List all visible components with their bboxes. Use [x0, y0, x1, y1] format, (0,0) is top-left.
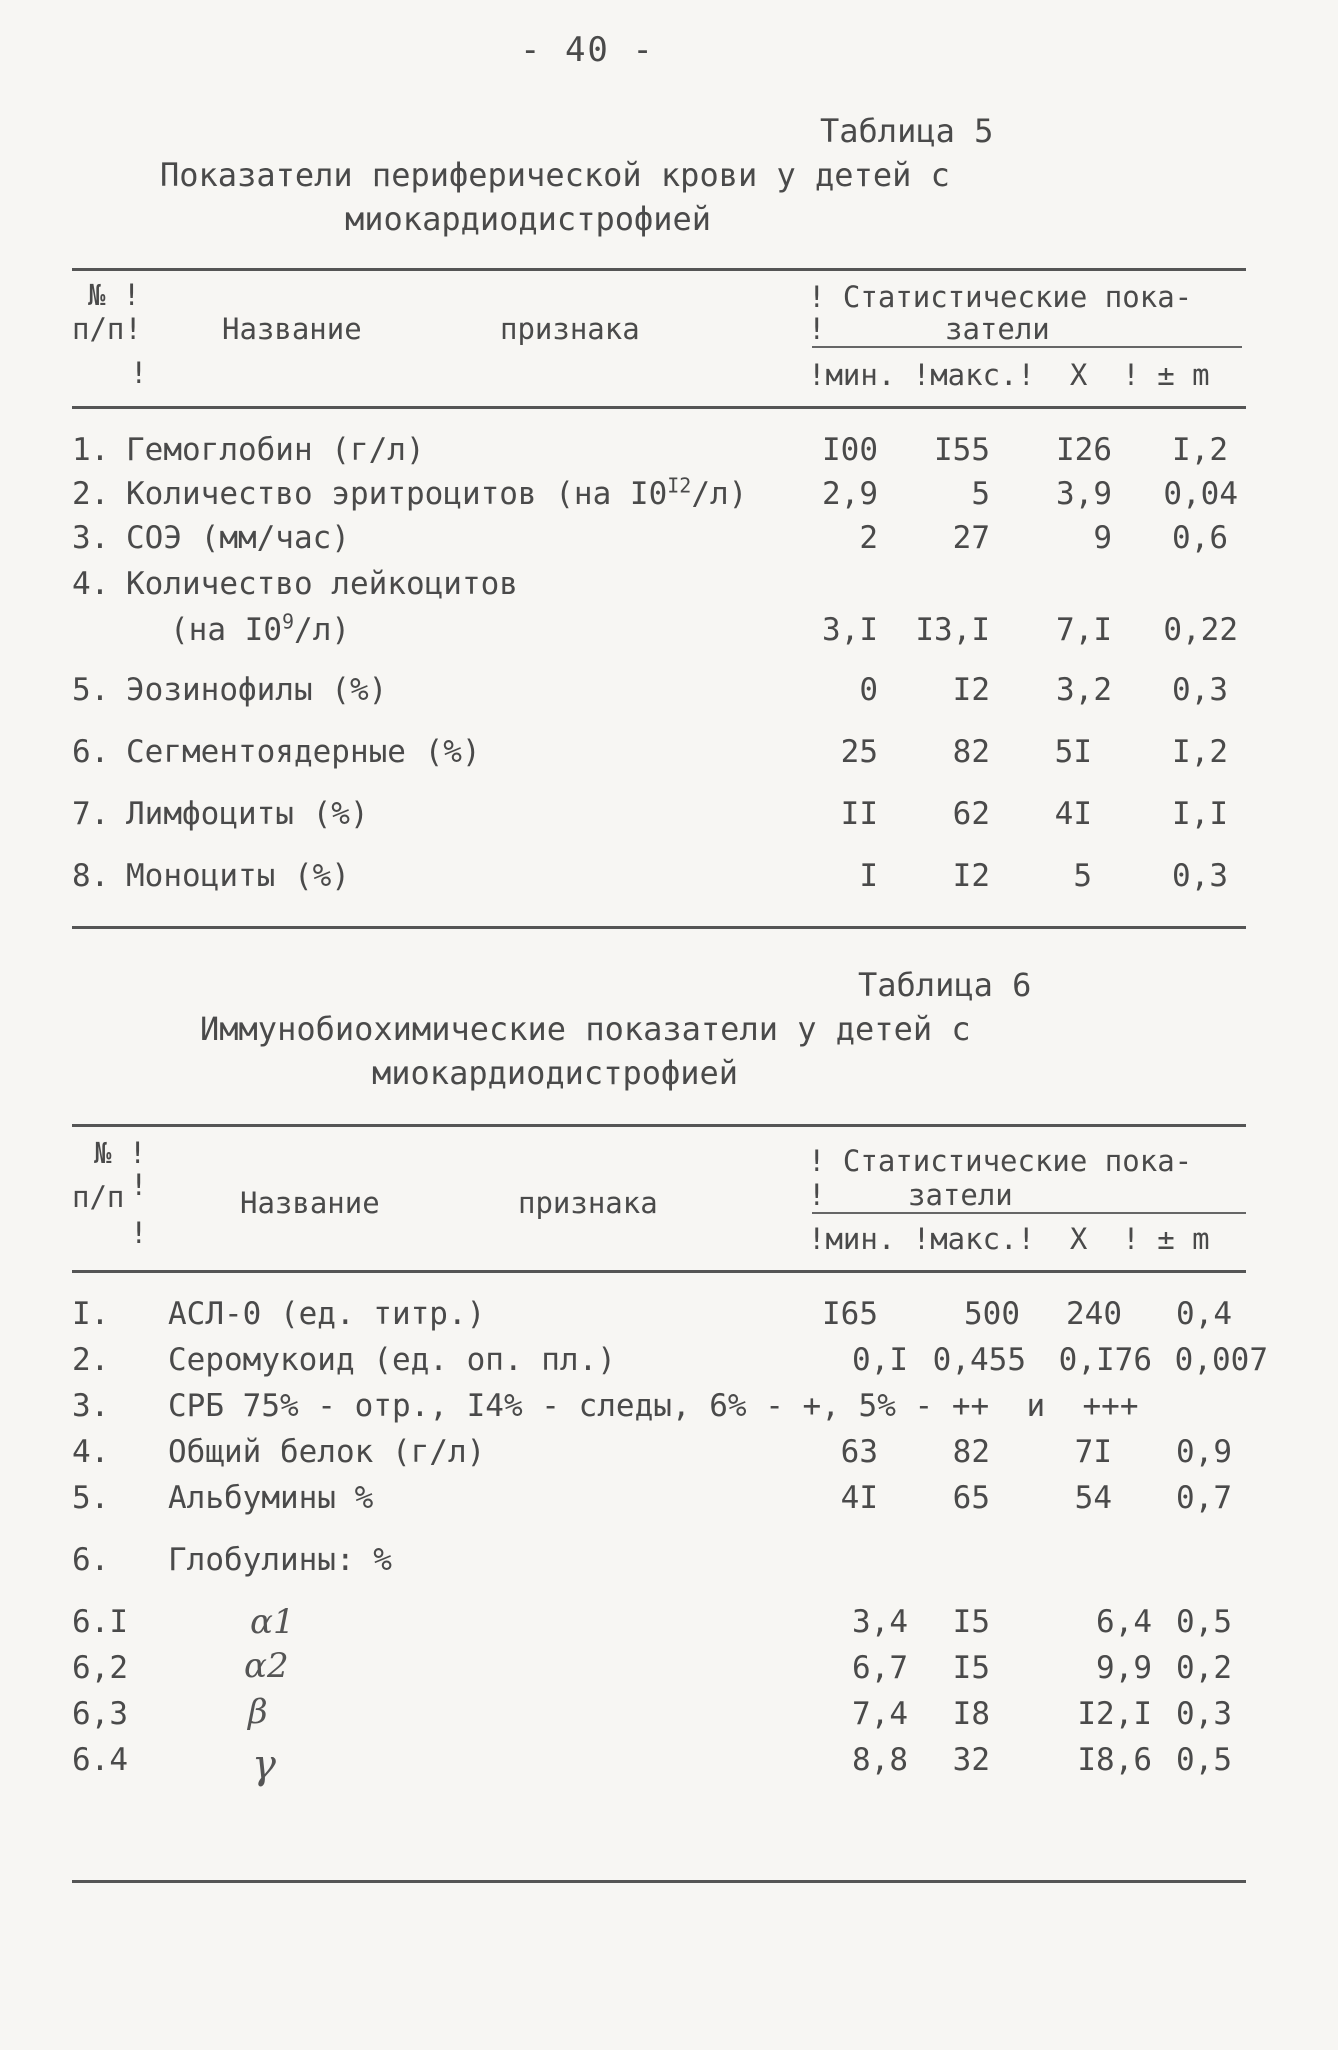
table-cell-m: 0,9: [1176, 1434, 1232, 1470]
table-cell-max: 500: [964, 1296, 1020, 1332]
table-cell-m: 0,5: [1176, 1604, 1232, 1640]
table6-header-num-1: № !: [94, 1136, 147, 1170]
table-cell-min: 0: [859, 672, 878, 708]
table5-header-name: Название: [222, 312, 362, 346]
table-cell-m: I,I: [1172, 796, 1228, 832]
table-cell-max: 32: [952, 1742, 990, 1778]
table-cell-x: 7I: [1074, 1434, 1112, 1470]
table-row-num: 6,3: [72, 1696, 128, 1732]
table-cell-min: 25: [840, 734, 878, 770]
table-cell-max: 62: [952, 796, 990, 832]
table-row-num: 6.: [72, 734, 110, 770]
table-cell-x: I26: [1056, 432, 1112, 468]
table-cell-min: I: [859, 858, 878, 894]
table-cell-min: 8,8: [852, 1742, 908, 1778]
table-row-num: 1.: [72, 432, 110, 468]
table-row-name: Гемоглобин (г/л): [126, 432, 425, 468]
table6-stat-subrule: [812, 1212, 1246, 1214]
table-cell-min: I00: [822, 432, 878, 468]
table5-stat-subrule: [812, 346, 1242, 348]
table-cell-x: 5: [1073, 858, 1092, 894]
table-cell-max: 65: [952, 1480, 990, 1516]
table5-header-stat-2b: затели: [945, 312, 1050, 346]
table5-header-stat-1: ! Статистические пока-: [808, 280, 1193, 314]
table-cell-x: 0,I76: [1058, 1342, 1152, 1378]
table-row-name: Общий белок (г/л): [168, 1434, 486, 1470]
table-cell-min: II: [840, 796, 878, 832]
table5-bottom-rule: [72, 926, 1246, 929]
table-row-name: Количество эритроцитов (на $I0^{I2}/л$): [126, 473, 748, 512]
table-cell-m: 0,4: [1176, 1296, 1232, 1332]
table-row-num: 8.: [72, 858, 110, 894]
alpha1-handwritten-label: α1: [250, 1602, 295, 1642]
table-row-num: 2.: [72, 1342, 110, 1378]
table-cell-max: 0,455: [932, 1342, 1026, 1378]
table-cell-max: I2: [952, 672, 990, 708]
table-cell-x: 3,9: [1056, 476, 1112, 512]
table-cell-x: I2,I: [1077, 1696, 1152, 1732]
table6-header-num-3: !: [130, 1216, 148, 1250]
table-cell-min: 2,9: [822, 476, 878, 512]
table-cell-min: 4I: [840, 1480, 878, 1516]
table-row-name: Моноциты (%): [126, 858, 350, 894]
table-cell-min: 3,I: [822, 612, 878, 648]
table6-header-cols: !мин. !макс.! X ! ± m: [808, 1222, 1210, 1256]
table-row-name: Сегментоядерные (%): [126, 734, 481, 770]
table-row-name-cont: (на $I0^9/л$): [170, 609, 351, 648]
table-row-num: 5.: [72, 1480, 110, 1516]
table-cell-min: I65: [822, 1296, 878, 1332]
table-cell-m: 0,3: [1176, 1696, 1232, 1732]
table-row-name: Лимфоциты (%): [126, 796, 369, 832]
table6-header-num-2b: !: [130, 1168, 148, 1202]
table-cell-x: I8,6: [1077, 1742, 1152, 1778]
table-cell-m: 0,2: [1176, 1650, 1232, 1686]
table-row-num: 5.: [72, 672, 110, 708]
table-cell-min: 6,7: [852, 1650, 908, 1686]
table-cell-max: 82: [952, 734, 990, 770]
table-cell-max: I55: [934, 432, 990, 468]
table-cell-m: 0,007: [1174, 1342, 1268, 1378]
table5-header-stat-2: !: [808, 312, 826, 346]
table-cell-m: 0,5: [1176, 1742, 1232, 1778]
table-row-num: 4.: [72, 1434, 110, 1470]
table-row-num: 6.4: [72, 1742, 128, 1778]
table-cell-max: I5: [952, 1604, 990, 1640]
table-cell-min: 3,4: [852, 1604, 908, 1640]
table6-bottom-rule: [72, 1880, 1246, 1883]
table6-caption: Таблица 6: [858, 966, 1032, 1004]
alpha2-handwritten-label: α2: [244, 1646, 289, 1686]
table6-header-stat-1: ! Статистические пока-: [808, 1144, 1193, 1178]
table-row-name: СРБ 75% - отр., I4% - следы, 6% - +, 5% - ++ и +++: [168, 1388, 1139, 1424]
table-cell-x: 9,9: [1096, 1650, 1152, 1686]
table-cell-x: 6,4: [1096, 1604, 1152, 1640]
table-cell-m: 0,3: [1172, 858, 1228, 894]
table-row-name: Серомукоид (ед. оп. пл.): [168, 1342, 616, 1378]
table-cell-x: 9: [1093, 520, 1112, 556]
table-cell-min: 7,4: [852, 1696, 908, 1732]
table-cell-m: 0,22: [1163, 612, 1238, 648]
table-row-name: Глобулины: %: [168, 1542, 392, 1578]
table-row-num: 6.I: [72, 1604, 128, 1640]
table-row-num: 3.: [72, 520, 110, 556]
table5-header-num-3: !: [130, 356, 148, 390]
gamma-handwritten-label: γ: [252, 1742, 276, 1788]
table-cell-x: 4I: [1054, 796, 1092, 832]
table-row-num: 7.: [72, 796, 110, 832]
table6-title-line2: миокардиодистрофией: [372, 1054, 739, 1092]
table6-header-attr: признака: [518, 1186, 658, 1220]
table-cell-max: 27: [952, 520, 990, 556]
table6-header-stat-2b: затели: [908, 1178, 1013, 1212]
table-cell-x: 240: [1066, 1296, 1122, 1332]
table5-caption: Таблица 5: [820, 112, 994, 150]
table-cell-min: 63: [840, 1434, 878, 1470]
table-cell-m: I,2: [1172, 432, 1228, 468]
table5-top-rule: [72, 268, 1246, 271]
table5-title-line1: Показатели периферической крови у детей с: [160, 156, 950, 194]
table5-header-attr: признака: [500, 312, 640, 346]
table-cell-max: 82: [952, 1434, 990, 1470]
table5-header-num-2: п/п!: [72, 312, 142, 346]
table-row-name: Количество лейкоцитов: [126, 566, 518, 602]
table-cell-max: I3,I: [915, 612, 990, 648]
table6-top-rule: [72, 1124, 1246, 1127]
table-cell-m: 0,6: [1172, 520, 1228, 556]
table-cell-max: I5: [952, 1650, 990, 1686]
table-cell-min: 0,I: [852, 1342, 908, 1378]
beta-handwritten-label: β: [248, 1692, 268, 1732]
table6-title-line1: Иммунобиохимические показатели у детей с: [200, 1010, 971, 1048]
table5-header-num-1: № !: [88, 278, 141, 312]
table-cell-m: 0,3: [1172, 672, 1228, 708]
table-cell-m: 0,04: [1163, 476, 1238, 512]
table-cell-x: 5I: [1054, 734, 1092, 770]
table6-header-name: Название: [240, 1186, 380, 1220]
table-cell-x: 54: [1074, 1480, 1112, 1516]
table5-header-rule: [72, 406, 1246, 409]
table-cell-x: 3,2: [1056, 672, 1112, 708]
table6-header-stat-2: !: [808, 1178, 826, 1212]
table-cell-m: 0,7: [1176, 1480, 1232, 1516]
table-cell-max: I8: [952, 1696, 990, 1732]
table-cell-m: I,2: [1172, 734, 1228, 770]
table5-header-cols: !мин. !макс.! X ! ± m: [808, 358, 1210, 392]
table-row-num: 3.: [72, 1388, 110, 1424]
table-cell-min: 2: [859, 520, 878, 556]
table-row-name: СОЭ (мм/час): [126, 520, 350, 556]
table-cell-x: 7,I: [1056, 612, 1112, 648]
table-row-num: 6.: [72, 1542, 110, 1578]
table-row-name: Эозинофилы (%): [126, 672, 388, 708]
table-cell-max: 5: [971, 476, 990, 512]
table6-header-num-2: п/п: [72, 1180, 125, 1214]
table-row-num: 6,2: [72, 1650, 128, 1686]
table-row-num: 2.: [72, 476, 110, 512]
page-number: - 40 -: [520, 30, 655, 70]
table6-header-rule: [72, 1270, 1246, 1273]
table-row-num: 4.: [72, 566, 110, 602]
table-row-name: Альбумины %: [168, 1480, 374, 1516]
table5-title-line2: миокардиодистрофией: [345, 200, 712, 238]
table-cell-max: I2: [952, 858, 990, 894]
table-row-num: I.: [72, 1296, 110, 1332]
table-row-name: АСЛ-0 (ед. титр.): [168, 1296, 486, 1332]
